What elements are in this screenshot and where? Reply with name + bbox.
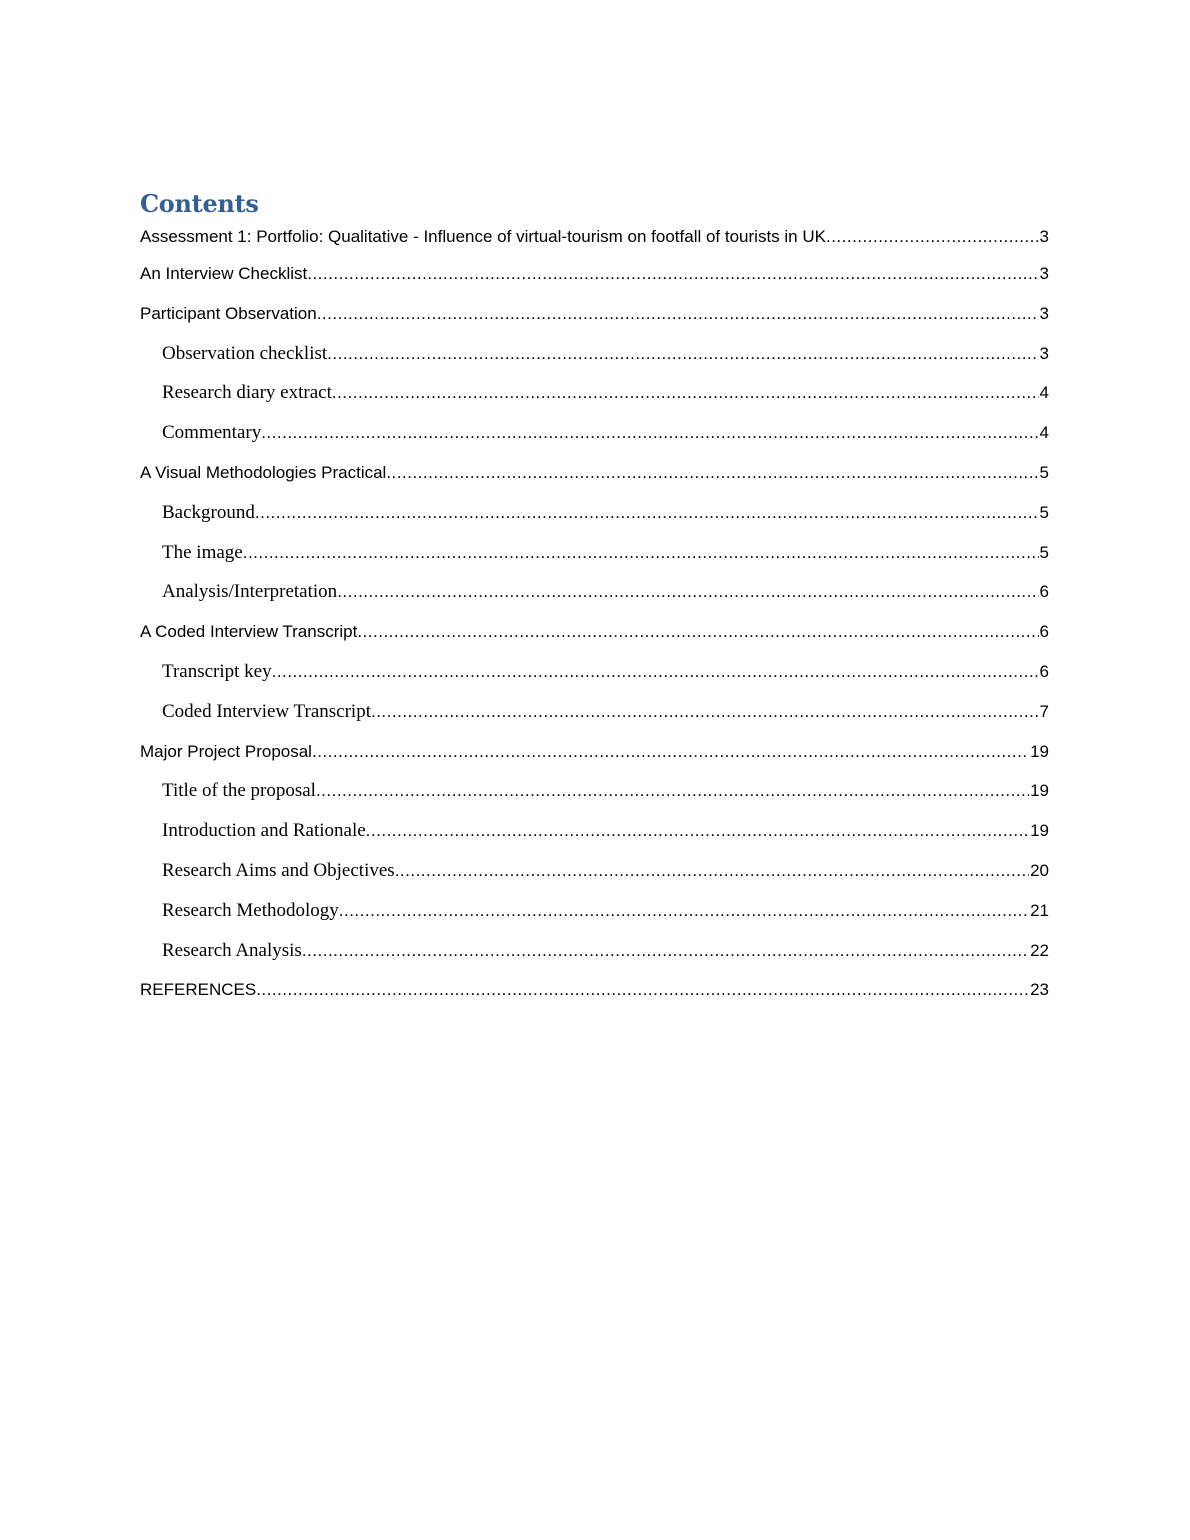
toc-entry-title[interactable]: Major Project Proposal [140,741,312,761]
toc-entry-list [140,222,1049,1016]
toc-entry[interactable] [140,738,1049,778]
toc-page-number[interactable]: 21 [1030,900,1049,920]
toc-entry-title[interactable]: The image [162,541,243,563]
toc-entry[interactable] [140,777,1049,817]
toc-entry[interactable] [140,379,1049,419]
toc-entry-title[interactable]: Research Aims and Objectives [162,859,395,881]
toc-entry-title[interactable]: Commentary [162,422,262,444]
toc-page-number[interactable]: 22 [1030,940,1049,960]
toc-entry-title[interactable]: Analysis/Interpretation [162,581,338,603]
toc-dot-leader [337,578,1038,606]
toc-title: Contents [140,189,259,218]
toc-entry-title[interactable]: Transcript key [162,660,272,682]
toc-entry[interactable] [140,976,1049,1016]
toc-entry[interactable] [140,459,1049,499]
toc-entry-title[interactable]: An Interview Checklist [140,264,308,283]
toc-entry[interactable] [140,937,1049,977]
toc-entry-title[interactable]: Observation checklist [162,342,328,364]
toc-dot-leader [826,222,1039,252]
toc-page-number[interactable]: 4 [1039,383,1049,403]
toc-entry-title[interactable]: Research Methodology [162,899,339,921]
toc-dot-leader [357,618,1038,646]
toc-page-number[interactable]: 5 [1039,462,1049,482]
toc-entry[interactable] [140,817,1049,857]
toc-page-number[interactable]: 6 [1039,582,1049,602]
toc-dot-leader [395,857,1029,885]
toc-dot-leader [317,300,1039,328]
toc-page-number[interactable]: 3 [1039,303,1049,323]
toc-entry-title[interactable]: Research diary extract [162,382,332,404]
toc-entry[interactable] [140,578,1049,618]
toc-entry[interactable] [140,260,1049,300]
toc-entry[interactable] [140,618,1049,658]
toc-dot-leader [256,976,1029,1004]
toc-entry-title[interactable]: A Visual Methodologies Practical [140,462,387,482]
toc-page-number[interactable]: 19 [1030,781,1049,801]
toc-dot-leader [327,340,1038,368]
toc-page-number[interactable]: 20 [1030,860,1049,880]
toc-page-number[interactable]: 7 [1039,701,1049,721]
toc-dot-leader [255,499,1039,527]
toc-entry-title[interactable]: Introduction and Rationale [162,820,366,842]
toc-dot-leader [339,897,1029,925]
toc-entry[interactable] [140,658,1049,698]
toc-entry[interactable] [140,698,1049,738]
table-of-contents [140,186,1049,1016]
toc-dot-leader [332,379,1039,407]
toc-page-number[interactable]: 23 [1030,980,1049,1000]
toc-entry[interactable] [140,499,1049,539]
toc-entry[interactable] [140,419,1049,459]
toc-page-number[interactable]: 19 [1030,741,1049,761]
toc-entry-title[interactable]: Assessment 1: Portfolio: Qualitative - Influence of virtual-tourism on footfall of tourists in UK [140,227,826,246]
toc-entry-title[interactable]: Participant Observation [140,303,317,323]
toc-entry[interactable] [140,539,1049,579]
toc-dot-leader [371,698,1039,726]
toc-page-number[interactable]: 5 [1039,542,1049,562]
toc-page-number[interactable]: 6 [1039,661,1049,681]
toc-entry-title[interactable]: Coded Interview Transcript [162,700,371,722]
toc-dot-leader [312,738,1029,766]
toc-entry[interactable] [140,300,1049,340]
toc-page-number[interactable]: 4 [1039,423,1049,443]
toc-entry[interactable] [140,222,1049,260]
toc-page-number[interactable]: 3 [1039,227,1049,246]
toc-dot-leader [302,937,1029,965]
toc-entry-title[interactable]: REFERENCES [140,980,257,1000]
toc-entry-title[interactable]: Title of the proposal [162,780,316,802]
toc-dot-leader [261,419,1038,447]
toc-entry-title[interactable]: Research Analysis [162,939,302,961]
toc-entry[interactable] [140,340,1049,380]
toc-entry-title[interactable]: Background [162,501,255,523]
toc-entry[interactable] [140,857,1049,897]
toc-dot-leader [272,658,1039,686]
toc-page-number[interactable]: 3 [1039,264,1049,283]
toc-entry[interactable] [140,897,1049,937]
toc-dot-leader [307,260,1038,288]
toc-page-number[interactable]: 6 [1039,622,1049,642]
toc-entry-title[interactable]: A Coded Interview Transcript [140,622,358,642]
toc-page-number[interactable]: 5 [1039,502,1049,522]
toc-page-number[interactable]: 19 [1030,821,1049,841]
toc-dot-leader [316,777,1029,805]
toc-dot-leader [366,817,1029,845]
toc-dot-leader [243,539,1039,567]
toc-page-number[interactable]: 3 [1039,343,1049,363]
toc-dot-leader [386,459,1038,487]
